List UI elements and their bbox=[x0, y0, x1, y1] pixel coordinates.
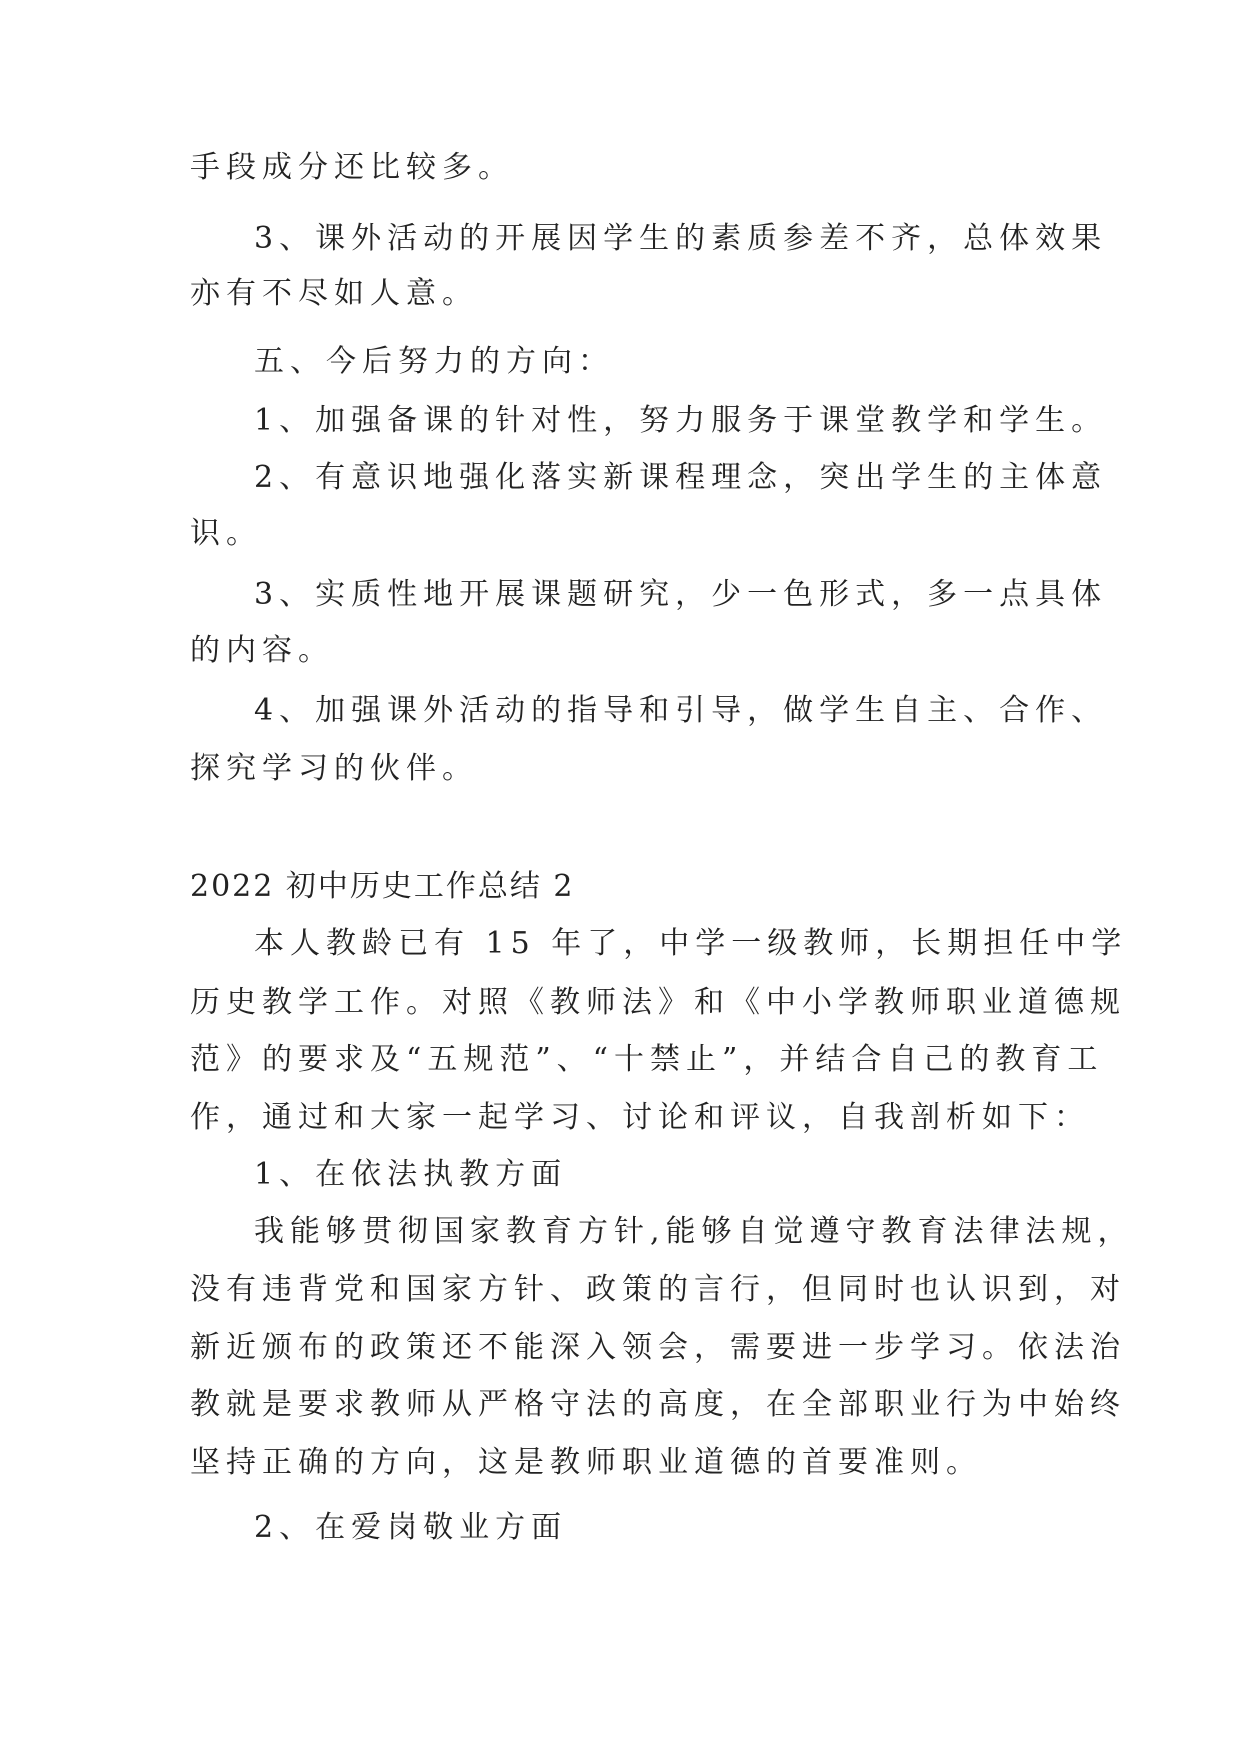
text-line: 手段成分还比较多。 bbox=[190, 150, 514, 185]
text-line: 历史教学工作。对照《教师法》和《中小学教师职业道德规 bbox=[190, 985, 1126, 1020]
text-line: 五、今后努力的方向： bbox=[254, 344, 614, 379]
text-line: 我能够贯彻国家教育方针,能够自觉遵守教育法律法规， bbox=[254, 1214, 1134, 1249]
text-line: 本人教龄已有 15 年了，中学一级教师，长期担任中学 bbox=[254, 926, 1128, 961]
text-line: 2、在爱岗敬业方面 bbox=[254, 1510, 568, 1545]
text-line: 新近颁布的政策还不能深入领会，需要进一步学习。依法治 bbox=[190, 1330, 1126, 1365]
text-line: 没有违背党和国家方针、政策的言行，但同时也认识到，对 bbox=[190, 1272, 1126, 1307]
text-line: 识。 bbox=[190, 516, 262, 551]
text-line: 1、在依法执教方面 bbox=[254, 1157, 568, 1192]
text-line: 坚持正确的方向，这是教师职业道德的首要准则。 bbox=[190, 1445, 982, 1480]
text-line: 2、有意识地强化落实新课程理念，突出学生的主体意 bbox=[254, 460, 1108, 495]
text-line: 3、课外活动的开展因学生的素质参差不齐，总体效果 bbox=[254, 221, 1108, 256]
text-line: 3、实质性地开展课题研究，少一色形式，多一点具体 bbox=[254, 577, 1108, 612]
text-line: 的内容。 bbox=[190, 633, 334, 668]
text-line: 4、加强课外活动的指导和引导，做学生自主、合作、 bbox=[254, 693, 1108, 728]
text-line: 1、加强备课的针对性，努力服务于课堂教学和学生。 bbox=[254, 403, 1108, 438]
text-line: 作，通过和大家一起学习、讨论和评议，自我剖析如下： bbox=[190, 1100, 1090, 1135]
text-line: 范》的要求及“五规范”、“十禁止”，并结合自己的教育工 bbox=[190, 1042, 1104, 1077]
text-line: 探究学习的伙伴。 bbox=[190, 751, 478, 786]
section-heading: 2022 初中历史工作总结 2 bbox=[190, 869, 575, 904]
text-line: 亦有不尽如人意。 bbox=[190, 276, 478, 311]
text-line: 教就是要求教师从严格守法的高度，在全部职业行为中始终 bbox=[190, 1387, 1126, 1422]
